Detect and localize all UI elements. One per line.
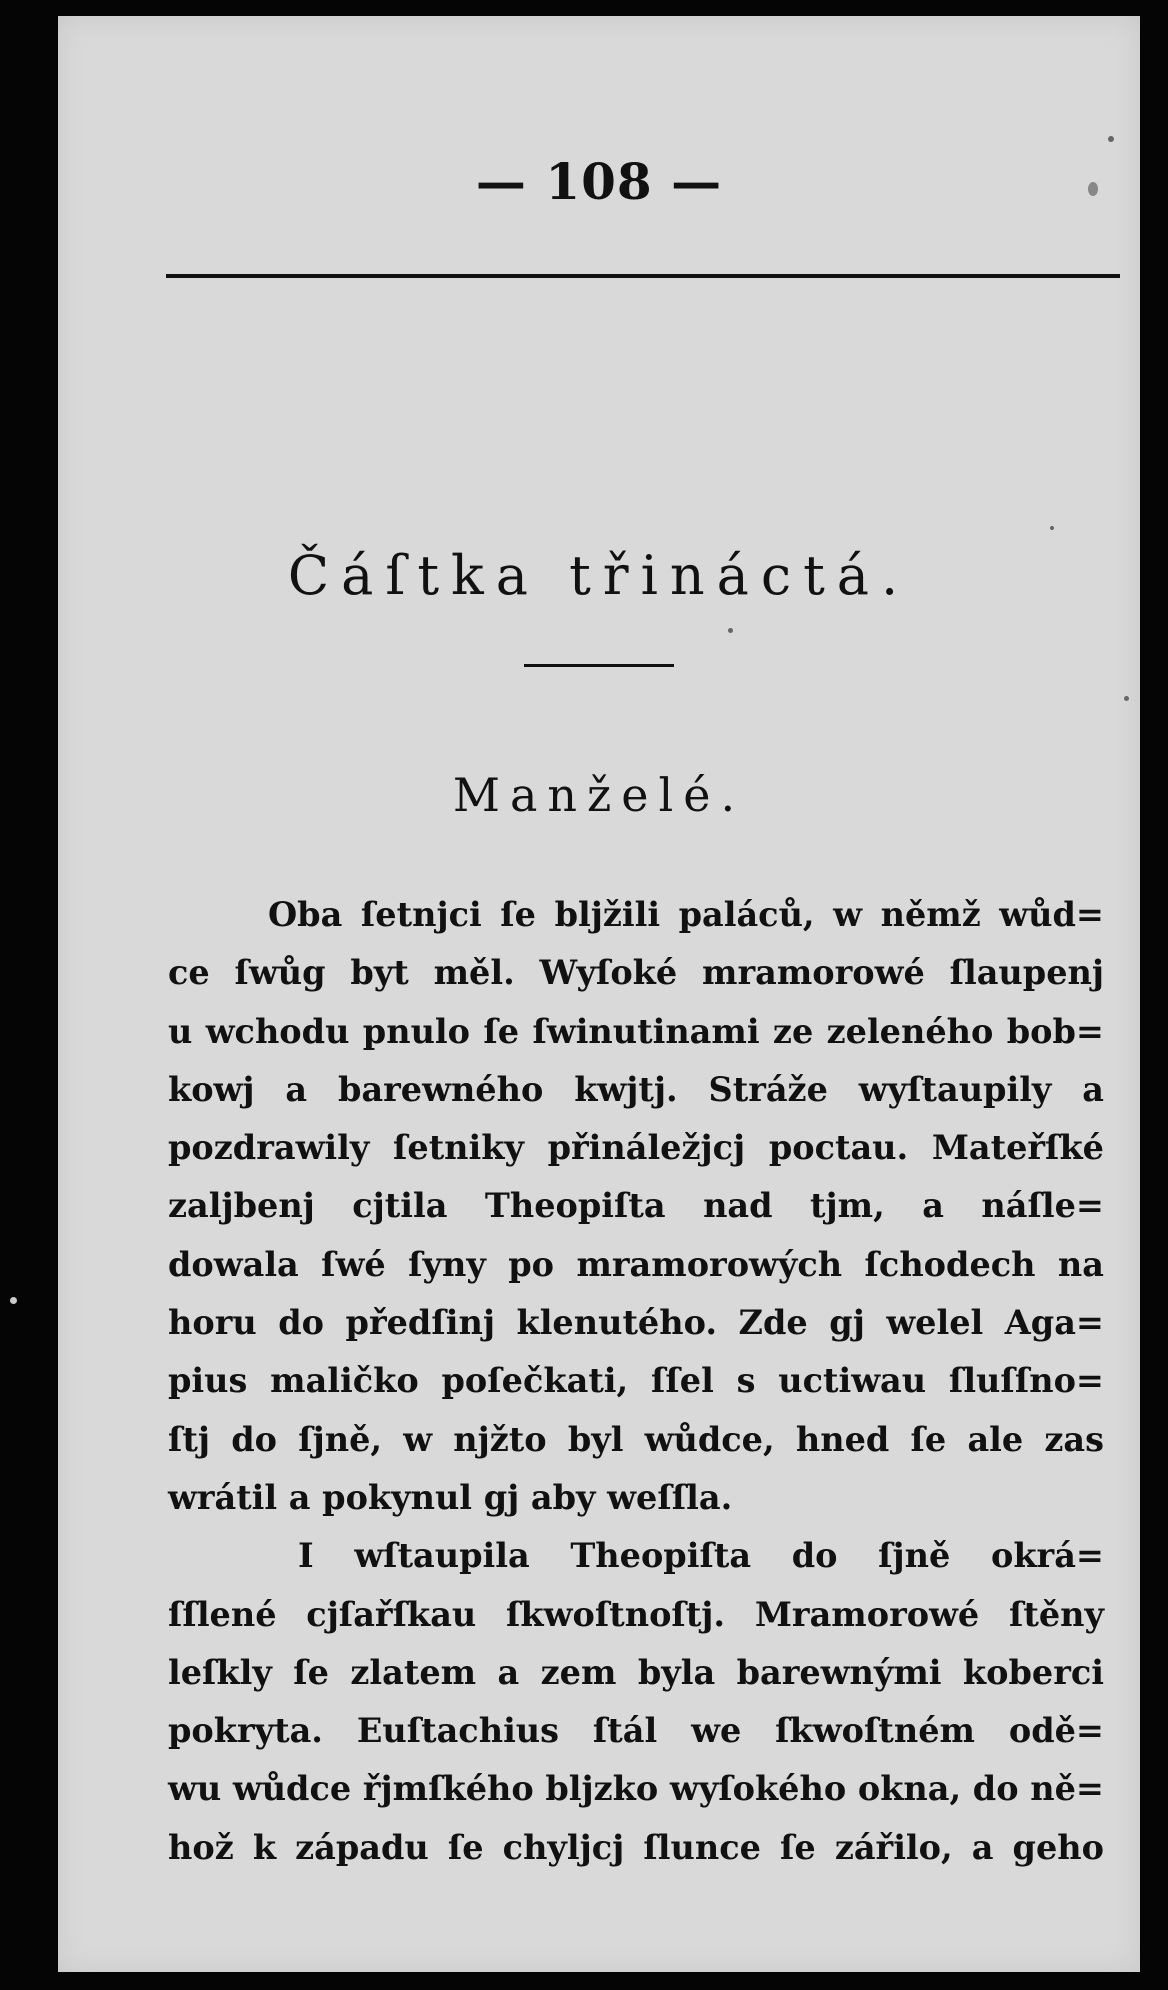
- header-rule: [166, 274, 1120, 278]
- text-line: ſſlené cjſařſkau ſkwoſtnoſtj. Mramorowé ſtěny: [168, 1594, 1104, 1634]
- section-title: Manželé.: [452, 768, 746, 822]
- body-text: [168, 886, 1104, 1877]
- text-line: ce ſwůg byt měl. Wyſoké mramorowé ſlaupenj: [168, 953, 1104, 993]
- paper-speck: [1088, 182, 1098, 196]
- text-line: Oba ſetnjci ſe bljžili paláců, w němž wůd=: [268, 895, 1104, 934]
- chapter-title: Čáſtka třináctá.: [287, 544, 911, 607]
- text-line: leſkly ſe zlatem a zem byla barewnými koberci: [168, 1652, 1104, 1692]
- text-line: kowj a barewného kwjtj. Stráže wyſtaupily a: [168, 1069, 1104, 1109]
- text-line: u wchodu pnulo ſe ſwinutinami ze zeleného bob=: [168, 1011, 1104, 1051]
- text-line: hož k západu ſe chyljcj ſlunce ſe zářilo, a geho: [168, 1827, 1104, 1867]
- page-number: — 108 —: [475, 152, 723, 211]
- text-line: pius maličko poſečkati, ſſel s uctiwau ſluſſno=: [168, 1361, 1104, 1401]
- text-line: zaljbenj cjtila Theopiſta nad tjm, a náſle=: [168, 1186, 1104, 1226]
- paper-speck: [1124, 696, 1129, 701]
- text-line: pozdrawily ſetniky přináležjcj poctau. Mateřſké: [168, 1128, 1104, 1168]
- margin-speck: [10, 1297, 17, 1304]
- text-line: wrátil a pokynul gj aby weſſla.: [168, 1477, 733, 1517]
- paper-speck: [1050, 526, 1054, 530]
- text-line: horu do předſinj klenutého. Zde gj welel Aga=: [168, 1303, 1104, 1343]
- text-line: wu wůdce řjmſkého bljzko wyſokého okna, do ně=: [168, 1769, 1104, 1809]
- book-page: [58, 16, 1140, 1972]
- text-line: pokryta. Euſtachius ſtál we ſkwoſtném odě=: [168, 1711, 1104, 1751]
- text-line: ſtj do ſjně, w njžto byl wůdce, hned ſe ale zas: [168, 1419, 1104, 1459]
- chapter-divider: [524, 664, 674, 667]
- text-line: dowala ſwé ſyny po mramorowých ſchodech na: [168, 1244, 1104, 1284]
- paper-speck: [728, 628, 733, 633]
- paper-speck: [1108, 136, 1114, 142]
- text-line: I wſtaupila Theopiſta do ſjně okrá=: [298, 1536, 1104, 1576]
